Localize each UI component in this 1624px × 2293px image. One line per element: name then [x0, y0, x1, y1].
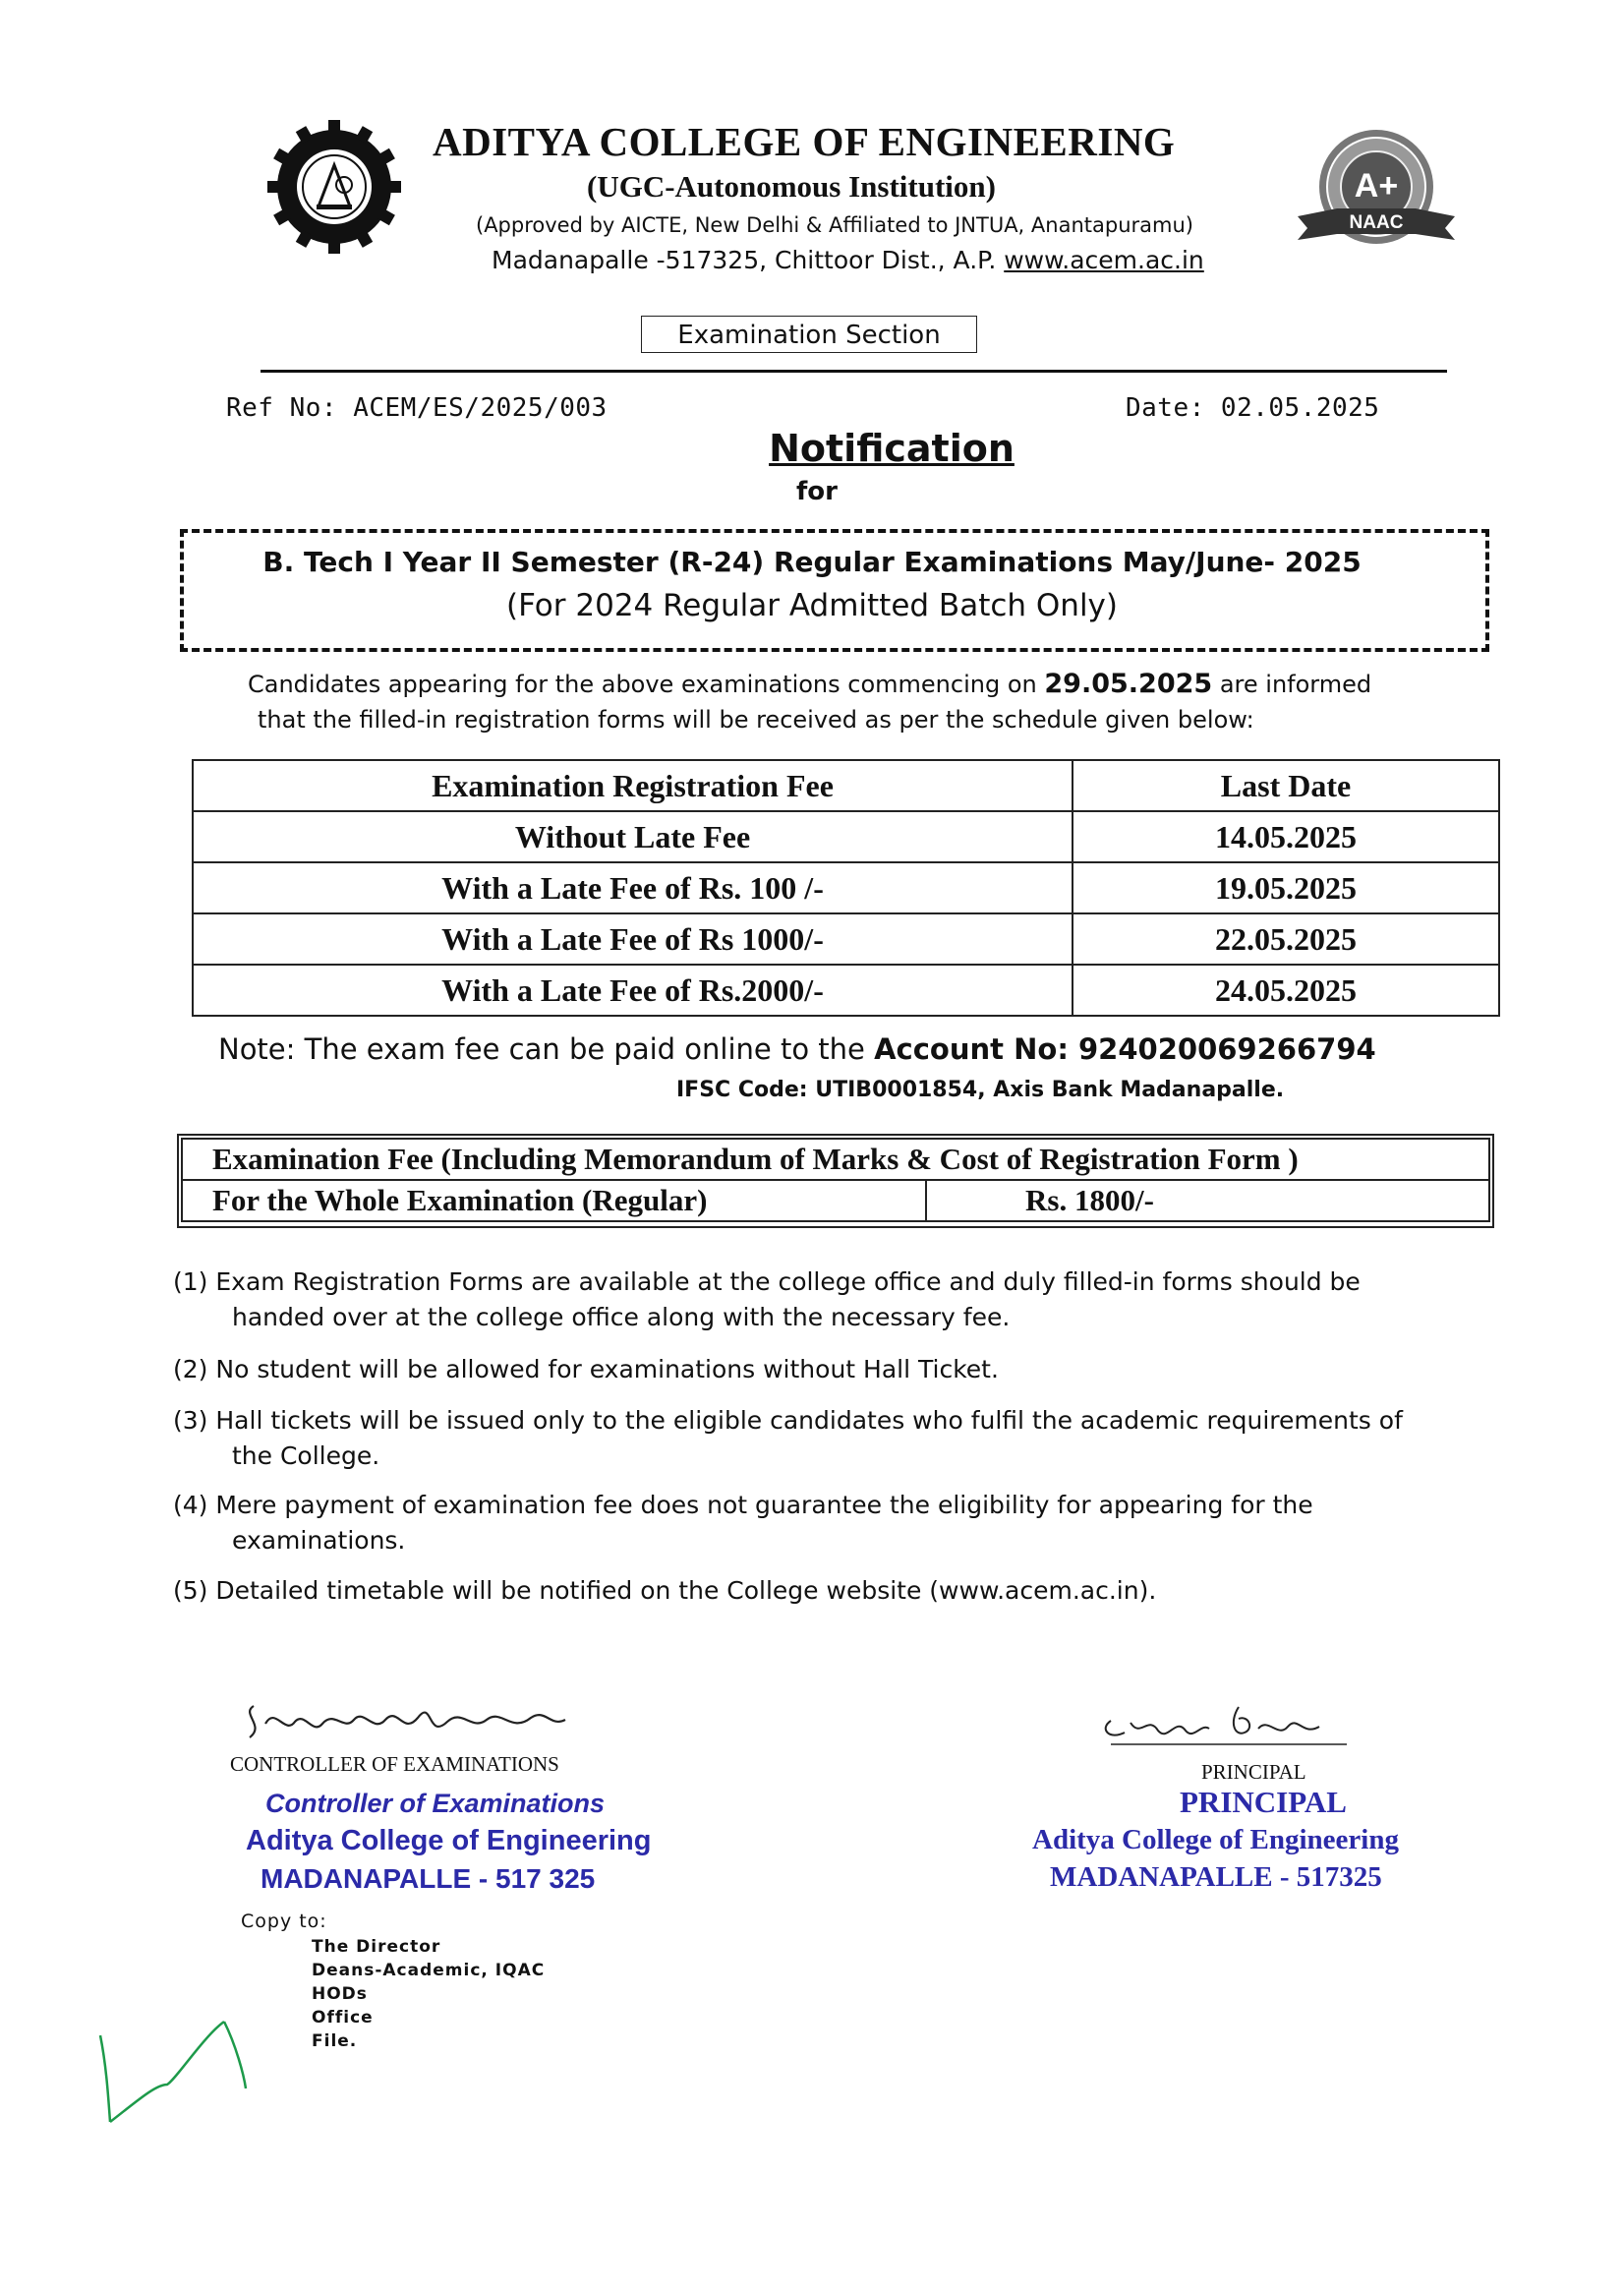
copy-to-item: HODs: [312, 1984, 368, 2004]
reference-number: Ref No: ACEM/ES/2025/003: [226, 393, 608, 423]
coe-stamp-line-3: MADANAPALLE - 517 325: [261, 1863, 596, 1894]
list-item: [173, 1264, 1441, 1335]
account-number: : 924020069266794: [1057, 1032, 1376, 1066]
table-cell: 14.05.2025: [1073, 811, 1499, 862]
college-approval: (Approved by AICTE, New Delhi & Affiliated to JNTUA, Anantapuramu): [476, 213, 1193, 237]
examination-section-label: Examination Section: [641, 316, 977, 353]
college-website-link[interactable]: www.acem.ac.in: [1004, 246, 1204, 274]
college-address: Madanapalle -517325, Chittoor Dist., A.P.: [492, 246, 997, 274]
coe-stamp-line-1: Controller of Examinations: [265, 1789, 606, 1818]
table-cell: With a Late Fee of Rs.2000/-: [193, 965, 1073, 1016]
note-prefix: Note: The exam fee can be paid online to the: [218, 1032, 865, 1066]
list-text: Exam Registration Forms are available at the college office and duly filled-in forms should be: [215, 1267, 1361, 1296]
copy-to-item: Deans-Academic, IQAC: [312, 1961, 546, 1980]
table-cell: Rs. 1800/-: [926, 1180, 1489, 1221]
table-cell: With a Late Fee of Rs 1000/-: [193, 913, 1073, 965]
college-subtitle: (UGC-Autonomous Institution): [587, 169, 996, 204]
principal-stamp-line-3: MADANAPALLE - 517325: [1050, 1861, 1382, 1893]
table-cell: With a Late Fee of Rs. 100 /-: [193, 862, 1073, 913]
college-address-line: [492, 246, 1204, 274]
coe-signature: [236, 1686, 590, 1755]
header-divider: [261, 370, 1447, 373]
intro-suffix: are informed: [1219, 671, 1372, 698]
list-item: [173, 1352, 1441, 1387]
notification-for: for: [796, 477, 838, 506]
notification-date: Date: 02.05.2025: [1126, 393, 1380, 423]
copy-to-item: File.: [312, 2031, 358, 2051]
list-text: No student will be allowed for examinations without Hall Ticket.: [215, 1355, 999, 1383]
ifsc-code: IFSC Code: UTIB0001854, Axis Bank Madanapalle.: [676, 1078, 1285, 1102]
list-text-cont: the College.: [232, 1441, 380, 1470]
table-row: [193, 913, 1499, 965]
list-text-cont: handed over at the college office along with the necessary fee.: [232, 1303, 1011, 1331]
copy-to-item: The Director: [312, 1937, 441, 1957]
list-number: (1): [173, 1267, 208, 1296]
college-name: ADITYA COLLEGE OF ENGINEERING: [433, 119, 1176, 164]
table-row: [193, 862, 1499, 913]
list-number: (4): [173, 1491, 208, 1519]
list-number: (2): [173, 1355, 208, 1383]
notification-title: Notification: [769, 427, 1015, 470]
table-header-row: [182, 1139, 1489, 1180]
commence-date: 29.05.2025: [1044, 669, 1213, 699]
list-item: [173, 1573, 1441, 1609]
table-header-row: [193, 760, 1499, 811]
table-cell: 22.05.2025: [1073, 913, 1499, 965]
table-row: [182, 1180, 1489, 1221]
notification-title-row: [0, 427, 1624, 470]
list-item: [173, 1403, 1441, 1474]
list-item: [173, 1488, 1441, 1558]
naac-badge: [1278, 118, 1475, 265]
table-header-cell: Last Date: [1073, 760, 1499, 811]
table-row: [193, 965, 1499, 1016]
payment-note: [218, 1032, 1376, 1066]
list-text: Hall tickets will be issued only to the eligible candidates who fulfil the academic requirements of: [215, 1406, 1403, 1435]
exam-fee-table: [181, 1138, 1490, 1222]
table-cell: For the Whole Examination (Regular): [182, 1180, 926, 1221]
table-row: [193, 811, 1499, 862]
intro-prefix: Candidates appearing for the above examinations commencing on: [248, 671, 1037, 698]
list-text: Mere payment of examination fee does not guarantee the eligibility for appearing for the: [215, 1491, 1313, 1519]
list-number: (5): [173, 1576, 208, 1605]
intro-line-2: that the filled-in registration forms will be received as per the schedule given below:: [258, 706, 1254, 734]
notification-for-row: [0, 477, 1624, 506]
list-text: Detailed timetable will be notified on the College website (www.acem.ac.in).: [215, 1576, 1157, 1605]
principal-stamp-line-2: Aditya College of Engineering: [1032, 1824, 1399, 1855]
coe-title: CONTROLLER OF EXAMINATIONS: [230, 1752, 559, 1776]
table-cell: 24.05.2025: [1073, 965, 1499, 1016]
intro-line-1: [248, 669, 1371, 699]
exam-title: B. Tech I Year II Semester (R-24) Regular Examinations May/June- 2025: [262, 546, 1362, 578]
principal-signature: [1091, 1693, 1386, 1752]
green-tick-mark: [87, 2016, 254, 2134]
naac-grade: A+: [1354, 167, 1399, 205]
coe-stamp-line-2: Aditya College of Engineering: [246, 1825, 652, 1856]
table-header-cell: Examination Fee (Including Memorandum of Marks & Cost of Registration Form ): [182, 1139, 1489, 1180]
table-cell: Without Late Fee: [193, 811, 1073, 862]
copy-to-item: Office: [312, 2008, 374, 2028]
principal-title: PRINCIPAL: [1201, 1760, 1306, 1784]
college-logo: [267, 120, 401, 254]
table-cell: 19.05.2025: [1073, 862, 1499, 913]
exam-batch: (For 2024 Regular Admitted Batch Only): [505, 588, 1118, 623]
list-text-cont: examinations.: [232, 1526, 406, 1555]
account-label: Account No: [874, 1032, 1058, 1066]
fee-schedule-table: [192, 759, 1500, 1017]
copy-to-label: Copy to:: [241, 1911, 327, 1932]
principal-stamp-line-1: PRINCIPAL: [1180, 1785, 1347, 1819]
list-number: (3): [173, 1406, 208, 1435]
naac-label: NAAC: [1349, 212, 1404, 233]
table-header-cell: Examination Registration Fee: [193, 760, 1073, 811]
